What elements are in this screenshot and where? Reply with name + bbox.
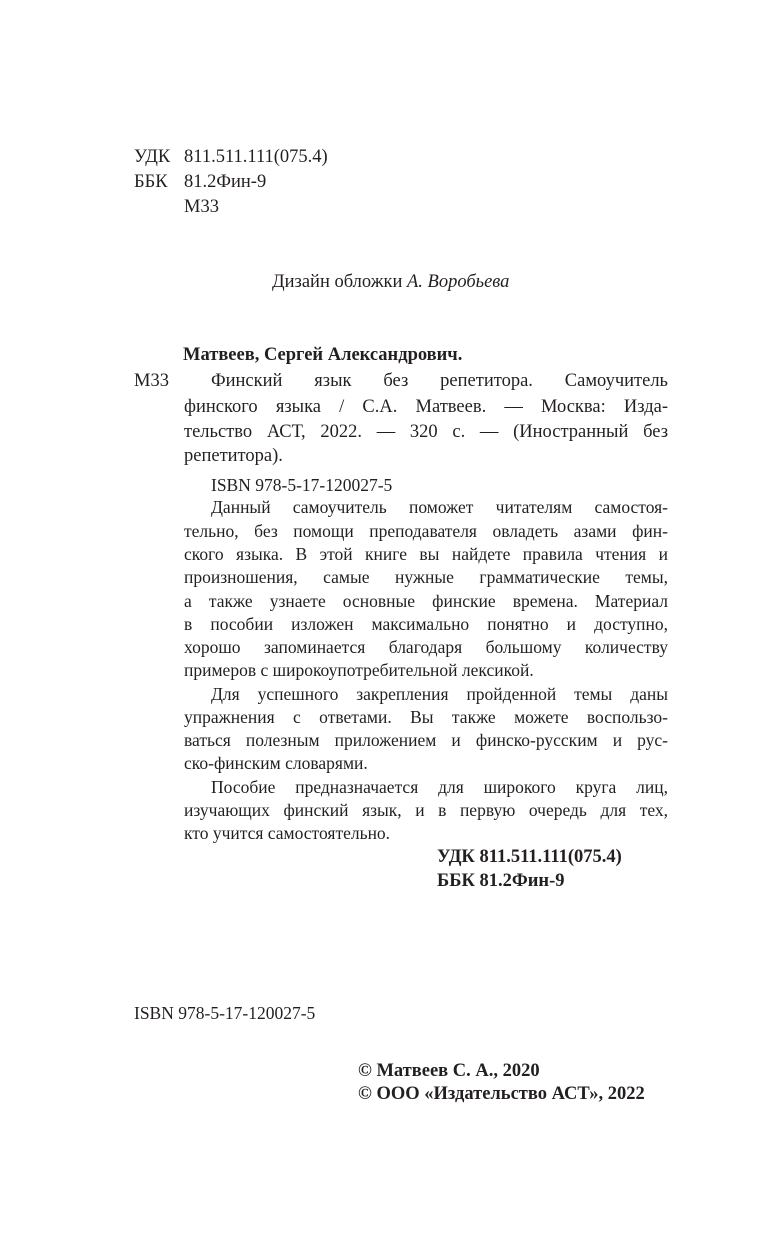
record-desc-line: финского языка / С.А. Матвеев. — Москва: Изда- [184, 397, 668, 417]
copyright-publisher: © ООО «Издательство АСТ», 2022 [358, 1084, 645, 1104]
bbk-label: ББК [134, 172, 168, 192]
record-isbn: ISBN 978-5-17-120027-5 [211, 475, 393, 495]
record-desc-line: репетитора). [184, 446, 283, 466]
cover-design-credit [272, 271, 509, 293]
record-desc-line: тельство АСТ, 2022. — 320 с. — (Иностранный без [184, 422, 668, 442]
record-udk: УДК 811.511.111(075.4) [437, 847, 622, 867]
annotation-line: в пособии изложен максимально понятно и доступно, [184, 614, 668, 634]
cover-design-label: Дизайн обложки [272, 272, 403, 292]
udk-value: 811.511.111(075.4) [184, 147, 328, 167]
record-mark: М33 [134, 371, 169, 391]
annotation-line: произношения, самые нужные грамматические темы, [184, 567, 668, 587]
annotation-line: хорошо запоминается благодаря большому количеству [184, 637, 668, 657]
bbk-value: 81.2Фин-9 [184, 172, 267, 192]
annotation-line: примеров с широкоупотребительной лексикой. [184, 660, 534, 680]
annotation-line: ского языка. В этой книге вы найдете правила чтения и [184, 544, 668, 564]
record-desc-line: Финский язык без репетитора. Самоучитель [211, 371, 668, 391]
annotation-line: изучающих финский язык, и в первую очередь для тех, [184, 800, 668, 820]
record-author: Матвеев, Сергей Александрович. [183, 345, 463, 365]
copyright-author: © Матвеев С. А., 2020 [358, 1061, 540, 1081]
annotation-line: а также узнаете основные финские времена. Материал [184, 591, 668, 611]
udk-label: УДК [134, 147, 171, 167]
annotation-line: Для успешного закрепления пройденной темы даны [211, 684, 668, 704]
cover-designer-name: А. Воробьева [406, 272, 510, 292]
annotation-line: кто учится самостоятельно. [184, 823, 391, 843]
author-mark: М33 [184, 197, 219, 217]
annotation-line: тельно, без помощи преподавателя овладеть азами фин- [184, 521, 668, 541]
isbn-bottom: ISBN 978-5-17-120027-5 [134, 1003, 316, 1023]
annotation-line: ско-финским словарями. [184, 753, 368, 773]
record-bbk: ББК 81.2Фин-9 [437, 871, 565, 891]
annotation-line: упражнения с ответами. Вы также можете воспользо- [184, 707, 668, 727]
annotation-line: Данный самоучитель поможет читателям самостоя- [211, 497, 668, 517]
annotation-line: Пособие предназначается для широкого круга лиц, [211, 777, 668, 797]
annotation-line: ваться полезным приложением и финско-русским и рус- [184, 730, 668, 750]
